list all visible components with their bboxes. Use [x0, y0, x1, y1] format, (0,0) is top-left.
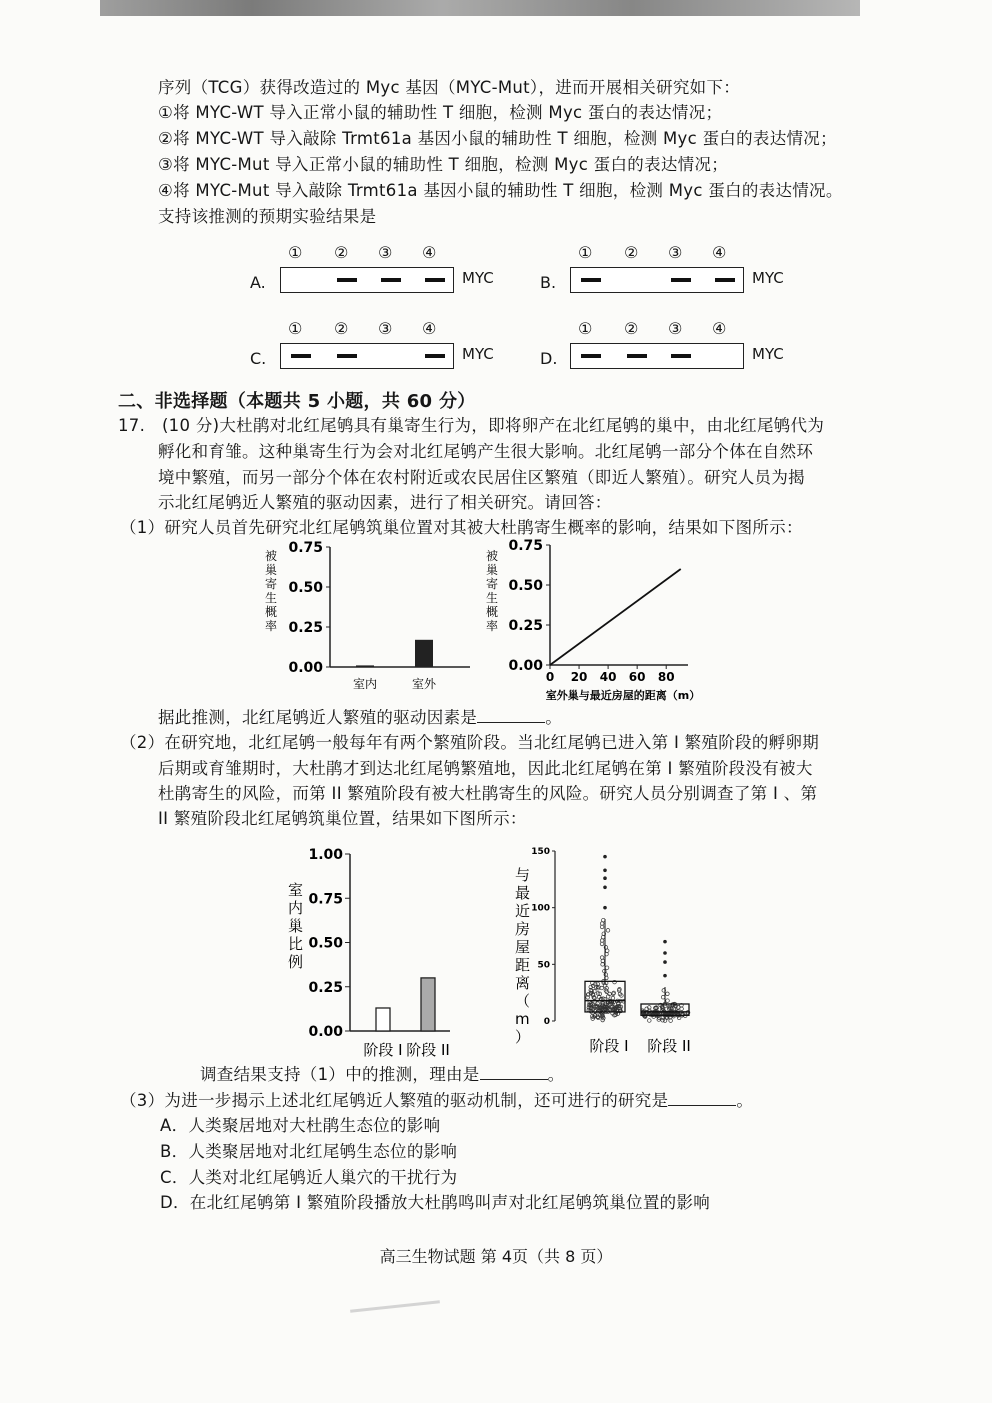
x-tick-label: 40 [599, 670, 617, 684]
y-tick-label: 1.00 [308, 847, 343, 863]
lane-number: ② [334, 243, 349, 262]
data-point [666, 992, 670, 996]
lane-number: ① [288, 243, 303, 262]
outlier-point [603, 876, 607, 880]
data-point [605, 966, 609, 970]
gel-band [425, 278, 445, 282]
answer-blank-3[interactable] [668, 1091, 736, 1106]
gel-box [570, 267, 744, 293]
x-axis-label: 室外巢与最近房屋的距离（m） [545, 689, 701, 702]
y-tick-label: 0.25 [308, 979, 343, 996]
gel-band [337, 354, 357, 358]
y-tick-label: 0.50 [508, 578, 543, 594]
gel-band [291, 354, 311, 358]
data-point [601, 935, 605, 939]
gel-band [337, 278, 357, 282]
gel-box [280, 267, 454, 293]
answer-blank-2[interactable] [480, 1065, 548, 1080]
q17-line-4: 示北红尾鸲近人繁殖的驱动因素，进行了相关研究。请回答： [158, 493, 612, 512]
lane-number: ① [288, 319, 303, 338]
chart-parasitism-by-location [255, 535, 495, 695]
gel-box [570, 343, 744, 369]
y-tick-label: 0.75 [308, 891, 343, 908]
scan-top-edge [100, 0, 860, 16]
outlier-point [663, 960, 667, 964]
gel-band [425, 354, 445, 358]
lane-number: ② [624, 243, 639, 262]
q17-p1-answer-text: 据此推测，北红尾鸲近人繁殖的驱动因素是 [158, 708, 478, 727]
scan-smudge [350, 1300, 440, 1312]
q17-line-1: 17. (10 分)大杜鹃对北红尾鸲具有巢寄生行为，即将卵产在北红尾鸲的巢中，由北红尾鸲代为 [118, 416, 825, 435]
prev-step-3: ③将 MYC-Mut 导入正常小鼠的辅助性 T 细胞，检测 Myc 蛋白的表达情况； [158, 155, 729, 174]
q17-line-3: 境中繁殖，而另一部分个体在农村附近或农民居住区繁殖（即近人繁殖）。研究人员为揭 [158, 468, 805, 487]
gel-myc-label: MYC [752, 269, 784, 287]
series-line [550, 569, 681, 665]
box-阶段 II [641, 940, 691, 1055]
data-point [669, 1019, 673, 1023]
gel-band [581, 354, 601, 358]
data-point [606, 929, 610, 933]
gel-box [280, 343, 454, 369]
box-阶段 I [585, 855, 629, 1055]
data-point [666, 999, 670, 1003]
y-tick-label: 0.75 [288, 540, 323, 556]
outlier-point [663, 974, 667, 978]
x-tick-label: 80 [657, 670, 675, 684]
outlier-point [603, 868, 607, 872]
y-tick-label: 0.50 [308, 935, 343, 952]
bar-阶段 II [421, 978, 435, 1031]
y-tick-label: 0.50 [288, 580, 323, 596]
outlier-point [603, 855, 607, 859]
q17-p2-line-4: II 繁殖阶段北红尾鸲筑巢位置，结果如下图所示： [158, 809, 527, 828]
gel-band [581, 278, 601, 282]
y-tick-label: 0.00 [308, 1024, 343, 1040]
data-point [600, 956, 604, 960]
y-tick-label: 0 [543, 1017, 550, 1027]
prev-prompt: 支持该推测的预期实验结果是 [158, 207, 377, 226]
prev-intro: 序列（TCG）获得改造过的 Myc 基因（MYC-Mut），进而开展相关研究如下： [158, 78, 741, 97]
gel-band [671, 354, 691, 358]
gel-band [627, 354, 647, 358]
x-category-label: 阶段 II [406, 1041, 450, 1059]
period-1: 。 [545, 708, 563, 727]
gel-option-letter: B. [540, 273, 557, 292]
lane-number: ① [578, 243, 593, 262]
answer-blank-1[interactable] [477, 708, 545, 723]
outlier-point [603, 906, 607, 910]
period-2: 。 [547, 1065, 565, 1084]
x-category-label: 室内 [352, 677, 378, 691]
gel-myc-label: MYC [462, 269, 494, 287]
lane-number: ③ [378, 243, 393, 262]
lane-number: ③ [378, 319, 393, 338]
lane-number: ② [624, 319, 639, 338]
q17-p2-answer [200, 1063, 564, 1087]
lane-number: ③ [668, 243, 683, 262]
gel-band [381, 278, 401, 282]
x-tick-label: 60 [628, 670, 646, 684]
y-tick-label: 150 [531, 847, 550, 857]
x-category-label: 室外 [411, 677, 437, 691]
data-point [648, 1019, 652, 1023]
outlier-point [663, 940, 667, 944]
q17-part-3 [120, 1089, 753, 1113]
outlier-point [663, 951, 667, 955]
x-tick-label: 20 [570, 670, 588, 684]
prev-step-2: ②将 MYC-WT 导入敲除 Trmt61a 基因小鼠的辅助性 T 细胞，检测 Myc 蛋白的表达情况； [158, 129, 837, 148]
x-category-label: 阶段 I [589, 1037, 629, 1055]
lane-number: ④ [712, 243, 727, 262]
q17-p2-line-1: （2）在研究地，北红尾鸲一般每年有两个繁殖阶段。当北红尾鸲已进入第 I 繁殖阶段的孵卵期 [120, 733, 820, 752]
q17-part-1: （1）研究人员首先研究北红尾鸲筑巢位置对其被大杜鹃寄生概率的影响，结果如下图所示： [120, 518, 803, 537]
chart-distance-to-house [505, 840, 725, 1070]
q17-p2-answer-text: 调查结果支持（1）中的推测，理由是 [200, 1065, 480, 1084]
option-c[interactable]: C．人类对北红尾鸲近人巢穴的干扰行为 [160, 1168, 458, 1187]
data-point [601, 963, 605, 967]
q17-line-2: 孵化和育雏。这种巢寄生行为会对北红尾鸲产生很大影响。北红尾鸲一部分个体在自然环 [158, 442, 814, 461]
data-point [611, 996, 615, 1000]
y-tick-label: 0.25 [508, 618, 543, 634]
gel-option-letter: A. [250, 273, 266, 292]
q17-part-3-text: （3）为进一步揭示上述北红尾鸲近人繁殖的驱动机制，还可进行的研究是 [120, 1091, 669, 1110]
data-point [603, 969, 607, 973]
option-a[interactable]: A．人类聚居地对大杜鹃生态位的影响 [160, 1116, 441, 1135]
y-axis-label: 室内巢比例 [288, 881, 304, 971]
q17-p2-line-2: 后期或育雏期时，大杜鹃才到达北红尾鸲繁殖地，因此北红尾鸲在第 I 繁殖阶段没有被大 [158, 759, 813, 778]
gel-myc-label: MYC [462, 345, 494, 363]
lane-number: ④ [712, 319, 727, 338]
x-category-label: 阶段 II [647, 1037, 691, 1055]
bar-室内 [356, 665, 374, 667]
data-point [601, 959, 605, 963]
data-point [661, 995, 665, 999]
prev-step-4: ④将 MYC-Mut 导入敲除 Trmt61a 基因小鼠的辅助性 T 细胞，检测 Myc 蛋白的表达情况。 [158, 181, 843, 200]
lane-number: ④ [422, 243, 437, 262]
option-d[interactable]: D．在北红尾鸲第 I 繁殖阶段播放大杜鹃鸣叫声对北红尾鸲筑巢位置的影响 [160, 1193, 711, 1212]
data-point [661, 1018, 665, 1022]
y-axis-label: 与最近房屋距离（ m ） [515, 866, 531, 1046]
gel-myc-label: MYC [752, 345, 784, 363]
q17-p1-answer [158, 706, 562, 730]
x-category-label: 阶段 I [363, 1041, 403, 1059]
lane-number: ② [334, 319, 349, 338]
page-footer: 高三生物试题 第 4页（共 8 页） [379, 1247, 613, 1266]
gel-option-letter: C. [250, 349, 267, 368]
gel-option-letter: D. [540, 349, 558, 368]
y-tick-label: 0.00 [508, 658, 543, 674]
lane-number: ③ [668, 319, 683, 338]
bar-室外 [415, 640, 433, 667]
period-3: 。 [736, 1091, 754, 1110]
lane-number: ④ [422, 319, 437, 338]
option-b[interactable]: B．人类聚居地对北红尾鸲生态位的影响 [160, 1142, 458, 1161]
y-tick-label: 0.25 [288, 620, 323, 636]
chart-indoor-nest-ratio [280, 840, 480, 1070]
prev-step-1: ①将 MYC-WT 导入正常小鼠的辅助性 T 细胞，检测 Myc 蛋白的表达情况； [158, 103, 723, 122]
chart-parasitism-by-distance [478, 535, 758, 705]
chart1-ylabel [265, 548, 277, 633]
bar-阶段 I [376, 1008, 390, 1031]
y-axis-label: 被巢寄生概率 [265, 549, 278, 633]
lane-number: ① [578, 319, 593, 338]
y-tick-label: 50 [537, 960, 550, 971]
gel-band [671, 278, 691, 282]
x-tick-label: 0 [545, 670, 555, 684]
gel-band [715, 278, 735, 282]
outlier-point [603, 885, 607, 889]
q17-p2-line-3: 杜鹃寄生的风险，而第 II 繁殖阶段有被大杜鹃寄生的风险。研究人员分别调查了第 I 、第 [158, 784, 818, 803]
y-tick-label: 0.00 [288, 660, 323, 676]
section-title: 二、非选择题（本题共 5 小题，共 60 分） [118, 391, 476, 412]
y-axis-label: 被巢寄生概率 [486, 549, 499, 633]
y-tick-label: 100 [531, 903, 550, 914]
y-tick-label: 0.75 [508, 538, 543, 554]
